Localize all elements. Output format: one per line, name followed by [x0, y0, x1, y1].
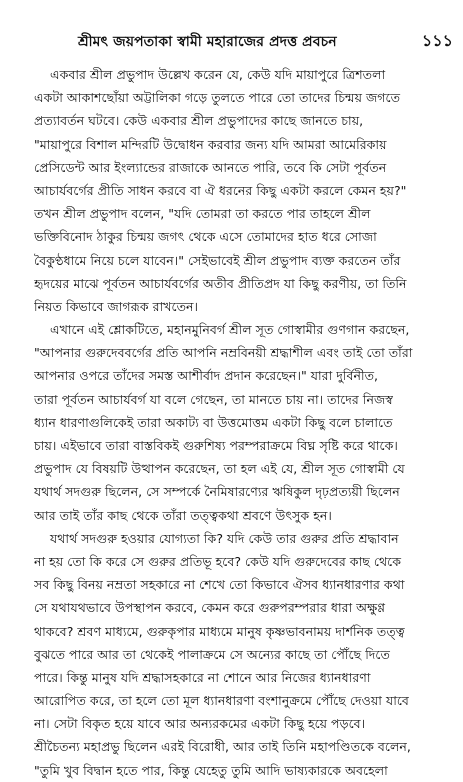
text-line: সে যথাযথভাবে উপস্থাপন করবে, কেমন করে গুরুপরম্পরার ধারা অক্ষুণ্ণ — [34, 600, 386, 616]
text-line: পারে। কিন্তু মানুষ যদি শ্রদ্ধাসহকারে না শোনে আর নিজের ধ্যানধারণা — [34, 669, 371, 685]
text-line: ভক্তিবিনোদ ঠাকুর চিন্ময় জগৎ থেকে এসে তোমাদের হাত ধরে সোজা — [34, 229, 377, 245]
page-header — [78, 22, 453, 52]
text-line: বুঝতে পারে আর তা থেকেই পালাক্রমে সে অন্যের কাছে তা পৌঁছে দিতে — [34, 646, 390, 662]
text-line: "মায়াপুরে বিশাল মন্দিরটি উদ্বোধন করবার জন্য যদি আমরা আমেরিকায় — [34, 136, 387, 152]
text-line: একবার শ্রীল প্রভুপাদ উল্লেখ করেন যে, কেউ যদি মায়াপুরে ত্রিশতলা — [50, 67, 386, 82]
text-line: যথার্থ সদগুরু ছিলেন, সে সম্পর্কে নৈমিষারণ্যের ঋষিকুল দৃঢ়প্রত্যয়ী ছিলেন — [34, 484, 400, 500]
running-title: শ্রীমৎ জয়পতাকা স্বামী মহারাজের প্রদত্ত প্রবচন — [78, 34, 337, 50]
text-line: তখন শ্রীল প্রভুপাদ বলেন, "যদি তোমরা তা করতে পার তাহলে শ্রীল — [34, 206, 371, 222]
text-line: "আপনার গুরুদেববর্গের প্রতি আপনি নম্রবিনয়ী শ্রদ্ধাশীল এবং তাই তো তাঁরা — [34, 345, 413, 361]
text-line: ধ্যান ধারণাগুলিকেই তারা অকাট্য বা উত্তমোত্তম একটা কিছু বলে চালাতে — [34, 414, 393, 430]
text-line: নিয়ত কিভাবে জাগরূক রাখতেন। — [34, 298, 199, 314]
text-line: বৈকুণ্ঠধামে নিয়ে চলে যাবেন।" সেইভাবেই শ্রীল প্রভুপাদ ব্যক্ত করতেন তাঁর — [34, 252, 401, 268]
text-line: না। সেটা বিকৃত হয়ে যাবে আর অন্যরকমের একটা কিছু হয়ে পড়বে। — [34, 716, 366, 732]
text-line: সব কিছু বিনয় নম্রতা সহকারে না শেখে তো কিভাবে ঐসব ধ্যানধারণার কথা — [34, 577, 405, 593]
text-line: তারা পূর্বতন আচার্যবর্গ যা বলে গেছেন, তা মানতে চায় না। তাদের নিজস্ব — [34, 391, 393, 407]
text-line: প্রভুপাদ যে বিষয়টি উত্থাপন করেছেন, তা হল এই যে, শ্রীল সূত গোস্বামী যে — [34, 461, 405, 477]
text-line: আর তাই তাঁর কাছ থেকে তাঁরা তত্ত্বকথা শ্রবণে উৎসুক হন। — [34, 507, 332, 523]
text-line: যথার্থ সদগুরু হওয়ার যোগ্যতা কি? যদি কেউ তার গুরুর প্রতি শ্রদ্ধাবান — [50, 530, 399, 546]
text-line: শ্রীচৈতন্য মহাপ্রভু ছিলেন এরই বিরোধী, আর তাই তিনি মহাপণ্ডিতকে বলেন, — [34, 739, 411, 755]
text-line: প্রেসিডেন্ট আর ইংল্যান্ডের রাজাকে আনতে পারি, তবে কি সেটা পূর্বতন — [34, 159, 387, 175]
text-line: একটা আকাশছোঁয়া অট্টালিকা গড়ে তুলতে পারে তো তাদের চিন্ময় জগতে — [34, 90, 401, 106]
body-text — [34, 63, 454, 782]
text-line: আচার্যবর্গের প্রীতি সাধন করবে বা ঐ ধরনের কিছু একটা করলে কেমন হয়?" — [34, 182, 407, 198]
text-line: না হয় তো কি করে সে গুরুর প্রতিভূ হবে? কেউ যদি গুরুদেবের কাছ থেকে — [34, 553, 402, 569]
text-line: প্রত্যাবর্তন ঘটবে। কেউ একবার শ্রীল প্রভুপাদের কাছে জানতে চায়, — [34, 113, 364, 129]
text-line: চায়। এইভাবে তারা বাস্তবিকই গুরুশিষ্য পরম্পরাক্রমে বিঘ্ন সৃষ্টি করে থাকে। — [34, 438, 398, 453]
text-line: "তুমি খুব বিদ্বান হতে পার, কিন্তু যেহেতু তুমি আদি ভাষ্যকারকে অবহেলা — [34, 762, 388, 778]
text-line: হৃদয়ের মাঝে পূর্বতন আচার্যবর্গের অতীব প্রীতিপ্রদ যা কিছু করণীয়, তা তিনি — [34, 275, 407, 291]
text-line: আপনার ওপরে তাঁদের সমস্ত আশীর্বাদ প্রদান করেছেন।" যারা দুর্বিনীত, — [34, 368, 379, 384]
text-line: এখানে এই শ্লোকটিতে, মহানমুনিবর্গ শ্রীল সূত গোস্বামীর গুণগান করছেন, — [50, 322, 410, 338]
page-number: ১১১ — [421, 31, 453, 50]
text-line: থাকবে? শ্রবণ মাধ্যমে, গুরুকৃপার মাধ্যমে মানুষ কৃষ্ণভাবনাময় দার্শনিক তত্ত্ব — [34, 623, 405, 639]
text-line: আরোপিত করে, তা হলে তো মূল ধ্যানধারণা বংশানুক্রমে পৌঁছে দেওয়া যাবে — [34, 693, 409, 709]
